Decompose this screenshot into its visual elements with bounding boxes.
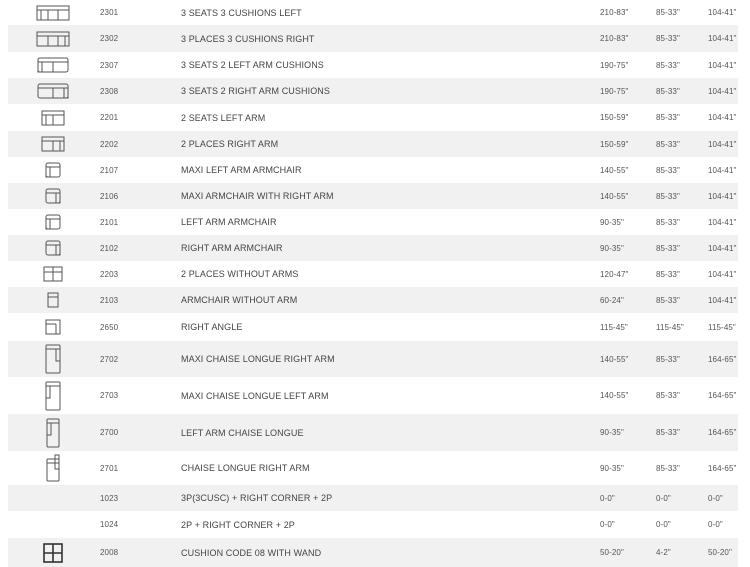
table-row	[8, 313, 738, 341]
maxi-chaise-left-icon	[30, 381, 76, 411]
product-code: 2701	[100, 463, 119, 473]
product-description: 2 PLACES RIGHT ARM	[181, 139, 279, 149]
product-code: 2202	[100, 139, 119, 149]
table-row	[8, 209, 738, 235]
table-row	[8, 235, 738, 261]
depth-value: 4-2"	[656, 548, 671, 557]
height-value: 104-41"	[708, 269, 737, 279]
height-value: 104-41"	[708, 295, 737, 305]
depth-value: 0-0"	[656, 520, 671, 529]
table-row	[8, 485, 738, 511]
height-value: 104-41"	[708, 243, 737, 253]
product-description: 3 SEATS 2 RIGHT ARM CUSHIONS	[181, 86, 330, 96]
maxi-armchair-right-icon	[30, 188, 76, 204]
depth-value: 85-33"	[656, 8, 680, 17]
depth-value: 85-33"	[656, 86, 680, 96]
table-row	[8, 78, 738, 104]
height-value: 164-65"	[708, 428, 737, 437]
table-row	[8, 377, 738, 414]
width-value: 90-35"	[600, 217, 624, 227]
width-value: 0-0"	[600, 493, 615, 503]
height-value: 0-0"	[708, 493, 723, 503]
depth-value: 85-33"	[656, 428, 680, 437]
sofa-3-seat-right-icon	[30, 31, 76, 47]
table-row	[8, 511, 738, 538]
product-description: 2 PLACES WITHOUT ARMS	[181, 269, 299, 279]
product-description: 3 SEATS 3 CUSHIONS LEFT	[181, 7, 302, 18]
height-value: 104-41"	[708, 8, 737, 17]
maxi-armchair-left-icon	[30, 162, 76, 178]
depth-value: 85-33"	[656, 165, 680, 175]
product-table	[8, 0, 738, 567]
product-description: MAXI CHAISE LONGUE RIGHT ARM	[181, 354, 335, 364]
sofa-3-seat-2-cushion-left-icon	[30, 57, 76, 73]
width-value: 90-35"	[600, 428, 624, 437]
table-row	[8, 157, 738, 183]
product-code: 2203	[100, 269, 119, 279]
depth-value: 85-33"	[656, 269, 680, 279]
armchair-right-icon	[30, 240, 76, 256]
product-code: 1023	[100, 493, 119, 503]
product-description: LEFT ARM ARMCHAIR	[181, 217, 277, 227]
depth-value: 85-33"	[656, 113, 680, 122]
width-value: 140-55"	[600, 165, 629, 175]
product-code: 2307	[100, 60, 119, 70]
table-row	[8, 0, 738, 25]
height-value: 104-41"	[708, 34, 737, 43]
height-value: 104-41"	[708, 217, 737, 227]
depth-value: 85-33"	[656, 295, 680, 305]
product-code: 2650	[100, 322, 119, 332]
product-description: 3 SEATS 2 LEFT ARM CUSHIONS	[181, 60, 324, 70]
product-code: 2700	[100, 428, 119, 437]
table-row	[8, 261, 738, 287]
height-value: 115-45"	[708, 322, 736, 332]
sofa-2-seat-armless-icon	[30, 266, 76, 282]
table-row	[8, 414, 738, 451]
width-value: 140-55"	[600, 191, 629, 201]
width-value: 150-59"	[600, 139, 629, 149]
width-value: 0-0"	[600, 520, 615, 529]
armchair-left-icon	[30, 214, 76, 230]
table-row	[8, 341, 738, 377]
product-code: 2107	[100, 165, 119, 175]
product-description: LEFT ARM CHAISE LONGUE	[181, 427, 304, 438]
table-row	[8, 131, 738, 157]
product-description: 3 PLACES 3 CUSHIONS RIGHT	[181, 33, 315, 44]
product-code: 2008	[100, 548, 119, 557]
sofa-2-seat-left-icon	[30, 110, 76, 126]
width-value: 190-75"	[600, 60, 629, 70]
width-value: 190-75"	[600, 86, 629, 96]
depth-value: 85-33"	[656, 191, 680, 201]
table-row	[8, 104, 738, 131]
product-description: MAXI ARMCHAIR WITH RIGHT ARM	[181, 191, 334, 201]
product-code: 2308	[100, 86, 119, 96]
width-value: 140-55"	[600, 391, 629, 400]
table-row	[8, 451, 738, 485]
product-code: 2106	[100, 191, 119, 201]
width-value: 50-20"	[600, 548, 624, 557]
height-value: 164-65"	[708, 354, 737, 364]
product-description: 2 SEATS LEFT ARM	[181, 112, 266, 123]
width-value: 150-59"	[600, 113, 629, 122]
depth-value: 85-33"	[656, 217, 680, 227]
corner-icon	[30, 319, 76, 335]
sofa-2-seat-right-icon	[30, 136, 76, 152]
depth-value: 0-0"	[656, 493, 671, 503]
armchair-armless-icon	[30, 292, 76, 308]
product-code: 2102	[100, 243, 119, 253]
height-value: 104-41"	[708, 86, 737, 96]
width-value: 140-55"	[600, 354, 629, 364]
chaise-right-icon	[30, 454, 76, 482]
height-value: 104-41"	[708, 60, 737, 70]
product-description: MAXI CHAISE LONGUE LEFT ARM	[181, 390, 329, 401]
table-row	[8, 287, 738, 313]
height-value: 0-0"	[708, 520, 723, 529]
depth-value: 115-45"	[656, 322, 684, 332]
height-value: 104-41"	[708, 113, 737, 122]
height-value: 50-20"	[708, 548, 732, 557]
height-value: 164-65"	[708, 391, 737, 400]
depth-value: 85-33"	[656, 391, 680, 400]
product-description: RIGHT ARM ARMCHAIR	[181, 243, 283, 253]
product-code: 2302	[100, 34, 119, 43]
height-value: 164-65"	[708, 463, 737, 473]
height-value: 104-41"	[708, 165, 737, 175]
product-description: CUSHION CODE 08 WITH WAND	[181, 547, 322, 558]
table-row	[8, 52, 738, 78]
table-row	[8, 538, 738, 567]
width-value: 90-35"	[600, 463, 624, 473]
chaise-left-icon	[30, 418, 76, 448]
product-code: 2103	[100, 295, 119, 305]
product-description: ARMCHAIR WITHOUT ARM	[181, 295, 298, 305]
product-code: 2201	[100, 113, 119, 122]
cushion-grid-icon	[30, 543, 76, 563]
product-code: 2301	[100, 8, 119, 17]
depth-value: 85-33"	[656, 354, 680, 364]
height-value: 104-41"	[708, 191, 737, 201]
table-row	[8, 25, 738, 52]
product-description: 2P + RIGHT CORNER + 2P	[181, 519, 295, 530]
width-value: 210-83"	[600, 8, 629, 17]
width-value: 60-24"	[600, 295, 624, 305]
product-description: RIGHT ANGLE	[181, 322, 243, 332]
product-description: CHAISE LONGUE RIGHT ARM	[181, 463, 310, 473]
depth-value: 85-33"	[656, 60, 680, 70]
product-code: 2703	[100, 391, 119, 400]
depth-value: 85-33"	[656, 34, 680, 43]
depth-value: 85-33"	[656, 243, 680, 253]
table-row	[8, 183, 738, 209]
sofa-3-seat-2-cushion-right-icon	[30, 83, 76, 99]
maxi-chaise-right-icon	[30, 344, 76, 374]
width-value: 210-83"	[600, 34, 629, 43]
product-description: MAXI LEFT ARM ARMCHAIR	[181, 165, 302, 175]
width-value: 90-35"	[600, 243, 624, 253]
product-description: 3P(3CUSC) + RIGHT CORNER + 2P	[181, 493, 333, 503]
product-code: 2702	[100, 354, 119, 364]
depth-value: 85-33"	[656, 139, 680, 149]
product-code: 2101	[100, 217, 119, 227]
depth-value: 85-33"	[656, 463, 680, 473]
width-value: 120-47"	[600, 269, 629, 279]
height-value: 104-41"	[708, 139, 737, 149]
sofa-3-seat-icon	[30, 5, 76, 21]
width-value: 115-45"	[600, 322, 628, 332]
product-code: 1024	[100, 520, 119, 529]
